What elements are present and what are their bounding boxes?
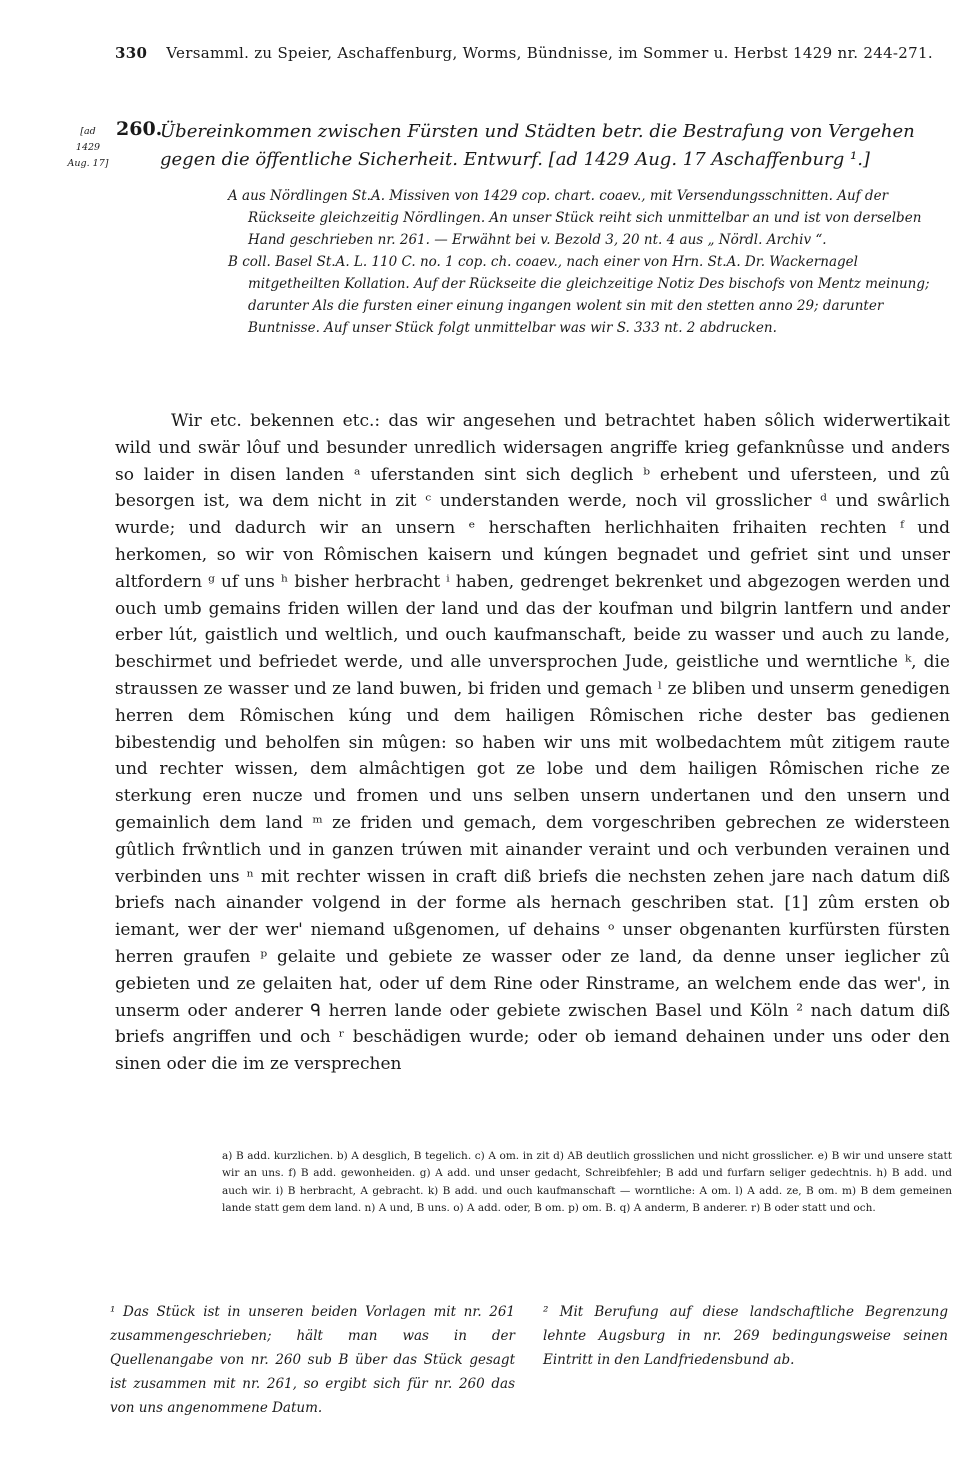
page-number: 330 xyxy=(115,44,148,62)
source-b: B coll. Basel St.A. L. 110 C. no. 1 cop. ch. coaev., nach einer von Hrn. St.A. Dr. Wackernagel mitgetheilten Kollation. Auf der Rückseite die gleichzeitige Notiz Des bischofs von Mentz meinung; darunter Als die fursten einer einung ingangen wolent sin mit den stetten anno 29; darunter Buntnisse. Auf unser Stück folgt unmittelbar was wir S. 333 nt. 2 abdrucken. xyxy=(228,254,930,336)
footnote-1: ¹ Das Stück ist in unseren beiden Vorlagen mit nr. 261 zusammengeschrieben; hält man was in der Quellenangabe von nr. 260 sub B über das Stück gesagt ist zusammen mit nr. 261, so ergibt sich für nr. 260 das von uns angenommene Datum. xyxy=(110,1304,515,1416)
document-body xyxy=(115,408,950,1078)
margin-note-line: Aug. 17] xyxy=(67,158,109,169)
margin-note-line: 1429 xyxy=(75,142,101,153)
document-number: 260. xyxy=(116,118,163,140)
margin-date-note xyxy=(60,124,116,172)
variant-apparatus xyxy=(222,1148,952,1217)
source-description xyxy=(228,185,950,339)
footnote-2: ² Mit Berufung auf diese landschaftliche Begrenzung lehnte Augsburg in nr. 269 bedingungsweise seinen Eintritt in den Landfriedensbund ab. xyxy=(543,1304,948,1368)
document-title: Übereinkommen zwischen Fürsten und Städten betr. die Bestrafung von Vergehen gegen die öffentliche Sicherheit. Entwurf. [ad 1429 Aug. 17 Aschaffenburg ¹.] xyxy=(160,121,915,170)
margin-note-line: [ad xyxy=(80,126,96,137)
variant-readings: a) B add. kurzlichen. b) A desglich, B tegelich. c) A om. in zit d) AB deutlich grosslichen und nicht grosslicher. e) B wir und unsere statt wir an uns. f) B add. gewonheiden. g) A add. und unser gedacht, Schreibfehler; B add und furfarn seliger gedechtnis. h) B add. und auch wir. i) B herbracht, A gebracht. k) B add. und ouch kaufmanschaft — worntliche: A om. l) A add. ze, B om. m) B dem gemeinen lande statt gem dem land. n) A und, B uns. o) A add. oder, B om. p) om. B. q) A anderm, B anderer. r) B oder statt und och. xyxy=(222,1150,952,1214)
running-header xyxy=(115,44,933,62)
body-text: Wir etc. bekennen etc.: das wir angesehen und betrachtet haben sôlich widerwertikait wild und swär lôuf und besunder unredlich widersagen angriffe krieg gefanknûsse und anders so laider in disen landen ᵃ uferstanden sint sich deglich ᵇ erhebent und ufersteen, und zû besorgen ist, wa dem nicht in zit ᶜ understanden werde, noch vil grosslicher ᵈ und swârlich wurde; und dadurch wir an unsern ᵉ herschaften herlichhaiten frihaiten rechten ᶠ und herkomen, so wir von Rômischen kaisern und kúngen begnadet und gefriet sint und unser altfordern ᵍ uf uns ʰ bisher herbracht ⁱ haben, gedrenget bekrenket und abgezogen werden und ouch umb gemains friden willen der land und das der koufman und bilgrin lantfern und ander erber lút, gaistlich und weltlich, und ouch kaufmanschaft, beide zu wasser und auch zu lande, beschirmet und befriedet werde, und alle unversprochen Jude, geistliche und werntliche ᵏ, die straussen ze wasser und ze land buwen, bi friden und gemach ˡ ze bliben und unserm genedigen herren dem Rômischen kúng und dem hailigen Rômischen riche dester bas gedienen bibestendig und beholfen sin mûgen: so haben wir uns mit wolbedachtem mût zitigem raute und rechter wissen, dem almâchtigen got ze lobe und dem hailigen Rômischen riche ze sterkung eren nucze und fromen und uns selben unsern undertanen und den unsern und gemainlich dem land ᵐ ze friden und gemach, dem vorgeschriben gebrechen ze widersteen gûtlich frŵntlich und in ganzen trúwen mit ainander veraint und och verbunden verainen und verbinden uns ⁿ mit rechter wissen in craft diß briefs die nechsten zehen jare nach datum diß briefs nach ainander volgend in der forme als hernach geschriben stat. [1] zûm ersten ob iemant, wer der wer' niemand ußgenomen, uf dehains ᵒ unser obgenanten kurfürsten fürsten herren graufen ᵖ gelaite und gebiete ze wasser oder ze land, da denne unser iеglicher zû gebieten und ze gelaiten hat, oder uf dem Rine oder Rinstrame, an welchem ende das wer', in unserm oder anderer ᑫ herren lande oder gebiete zwischen Basel und Köln ² nach datum diß briefs angriffen und och ʳ beschädigen wurde; oder ob iemand dehainen under uns oder den sinen oder die im ze versprechen xyxy=(115,411,950,1075)
source-a: A aus Nördlingen St.A. Missiven von 1429 cop. chart. coaev., mit Versendungsschnitten. Auf der Rückseite gleichzeitig Nördlingen. An unser Stück reiht sich unmittelbar an und ist von derselben Hand geschrieben nr. 261. — Erwähnt bei v. Bezold 3, 20 nt. 4 aus „ Nördl. Archiv “. xyxy=(228,188,922,248)
running-title: Versamml. zu Speier, Aschaffenburg, Worms, Bündnisse, im Sommer u. Herbst 1429 nr. 244-271. xyxy=(166,44,933,62)
